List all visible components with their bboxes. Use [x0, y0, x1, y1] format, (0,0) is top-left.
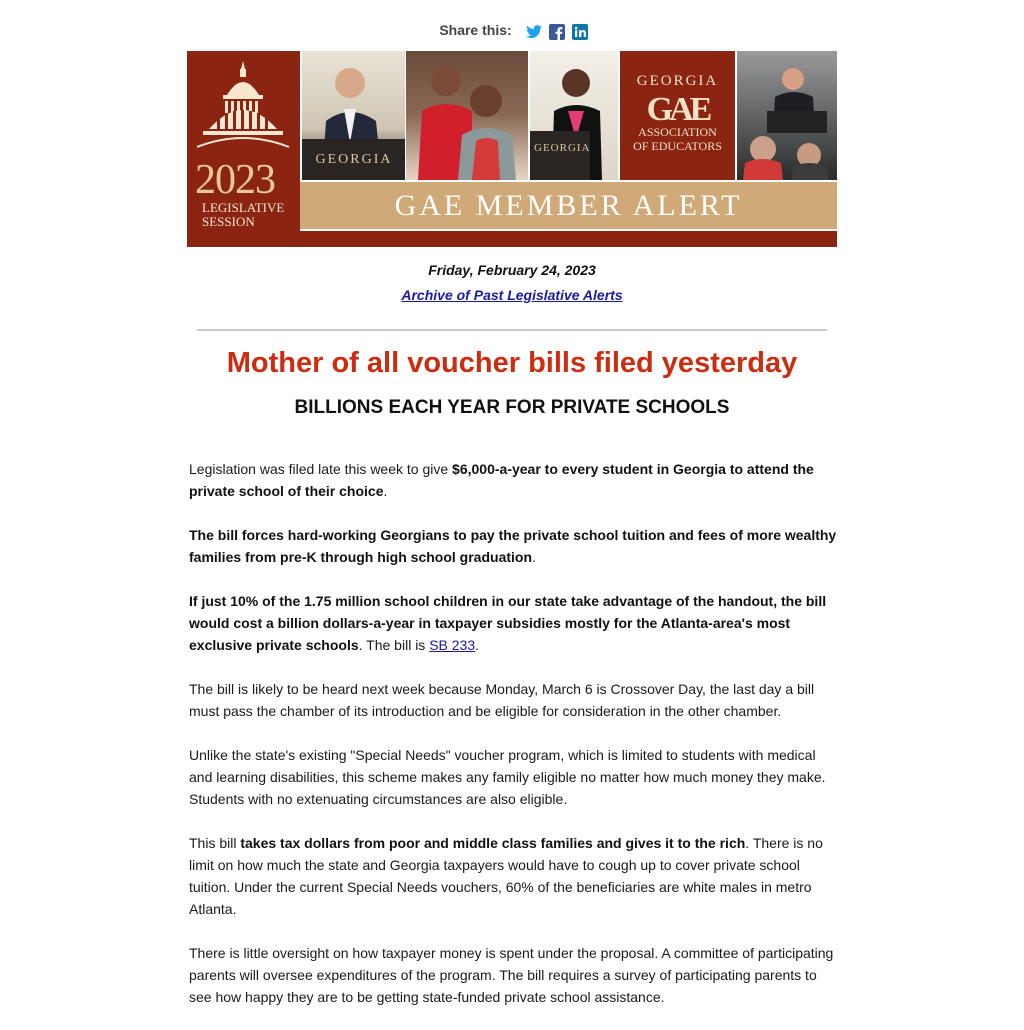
- paragraph-5: Unlike the state's existing "Special Needs" voucher program, which is limited to students with medical and learning disabilities, this scheme makes any family eligible no matter how much money they make. Students with no extenuating circumstances are also eligible.: [189, 747, 826, 807]
- member-alert-title: GAE MEMBER ALERT: [394, 189, 743, 222]
- paragraph-6: [189, 832, 839, 920]
- paragraph-text: . There is no limit on how much the state and Georgia taxpayers would have to cough up to cover private school tuition. Under the current Special Needs vouchers, 60% of the beneficiaries are white males in metro Atlanta.: [189, 835, 823, 917]
- banner-bottom-strip: [187, 231, 837, 247]
- paragraph-text: .: [383, 483, 388, 499]
- paragraph-1: [189, 458, 839, 502]
- linkedin-icon[interactable]: [572, 23, 589, 40]
- photo-woman-podium: [530, 51, 618, 180]
- twitter-icon[interactable]: [526, 23, 543, 40]
- facebook-icon[interactable]: [549, 23, 566, 40]
- session-label-line1: LEGISLATIVE: [202, 200, 285, 215]
- gae-logo-monogram: GAE: [646, 91, 709, 128]
- svg-text:GEORGIA: GEORGIA: [534, 142, 591, 154]
- paragraph-text: .: [532, 549, 536, 565]
- legislative-session-logo: [187, 51, 300, 247]
- share-bar-inner: [439, 19, 588, 40]
- session-year: 2023: [195, 157, 275, 203]
- bill-link[interactable]: SB 233: [429, 637, 476, 653]
- gae-logo-name-line1: ASSOCIATION: [638, 125, 717, 139]
- session-label-line2: SESSION: [202, 214, 255, 229]
- article-body: [189, 458, 839, 1030]
- gae-logo: [620, 51, 735, 180]
- paragraph-text: This bill: [189, 835, 241, 851]
- svg-text:GEORGIA: GEORGIA: [315, 152, 393, 167]
- share-label: Share this:: [439, 21, 512, 38]
- paragraph-4: The bill is likely to be heard next week because Monday, March 6 is Crossover Day, the last day a bill must pass the chamber of its introduction and be eligible for consideration in the other chamber.: [189, 681, 815, 719]
- paragraph-text: .: [475, 637, 480, 653]
- archive-link[interactable]: Archive of Past Legislative Alerts: [401, 287, 623, 303]
- paragraph-3: [189, 590, 839, 656]
- paragraph-2: [189, 524, 839, 568]
- photo-two-women: [406, 51, 528, 180]
- gae-logo-state: GEORGIA: [636, 73, 719, 89]
- photo-man-podium: [737, 51, 837, 180]
- paragraph-text: Legislation was filed late this week to give: [189, 461, 453, 477]
- member-alert-strip: [300, 182, 837, 229]
- paragraph-bold: The bill forces hard-working Georgians to pay the private school tuition and fees of more wealthy families from pre-K through high school graduation: [189, 527, 837, 565]
- paragraph-7: There is little oversight on how taxpayer money is spent under the proposal. A committee of participating parents will oversee expenditures of the program. The bill requires a survey of participating parents to see how happy they are to be getting state-funded private school assistance.: [189, 945, 834, 1005]
- divider: [197, 329, 827, 331]
- header-banner: [187, 51, 837, 247]
- paragraph-text: . The bill is: [358, 637, 430, 653]
- alert-date: Friday, February 24, 2023: [428, 262, 596, 278]
- paragraph-bold: If just 10% of the 1.75 million school children in our state take advantage of the handout, the bill would cost a billion dollars-a-year in taxpayer subsidies mostly for the Atlanta-area's most exclusive private schools: [189, 593, 827, 653]
- share-bar: [0, 19, 1024, 40]
- paragraph-bold: takes tax dollars from poor and middle class families and gives it to the rich: [240, 835, 746, 851]
- photo-speaker-man: [302, 51, 405, 180]
- gae-logo-name: [620, 125, 735, 153]
- paragraph-bold: $6,000-a-year to every student in Georgia to attend the private school of their choice: [189, 461, 814, 499]
- subheadline: BILLIONS EACH YEAR FOR PRIVATE SCHOOLS: [294, 397, 730, 418]
- headline: Mother of all voucher bills filed yesterday: [226, 347, 798, 379]
- archive-row: [0, 287, 1024, 303]
- capitol-dome-icon: [187, 51, 300, 156]
- gae-logo-name-line2: OF EDUCATORS: [633, 139, 722, 153]
- session-label: [202, 201, 284, 229]
